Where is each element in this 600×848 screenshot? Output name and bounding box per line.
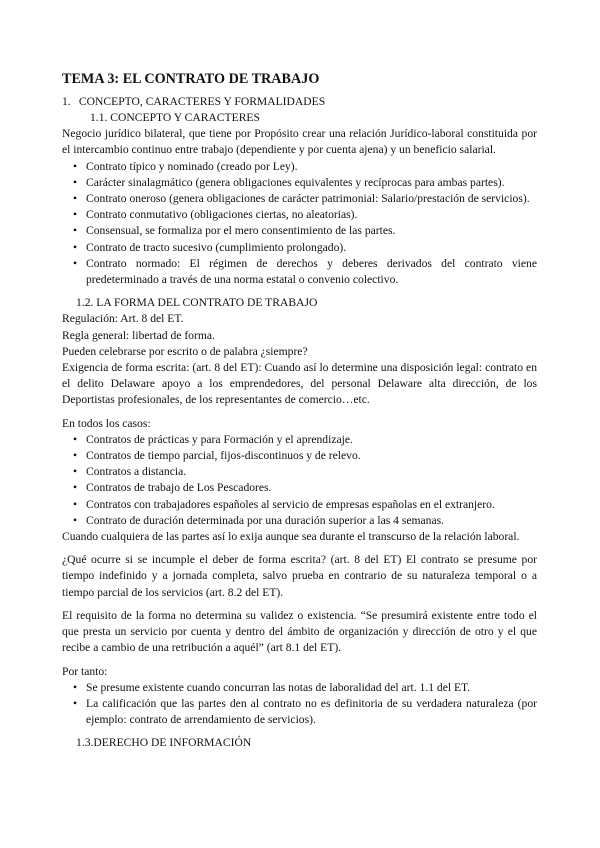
text-line: Por tanto: xyxy=(62,664,108,678)
text-line: Pueden celebrarse por escrito o de palabra ¿siempre? xyxy=(62,344,308,358)
text-line: Regulación: Art. 8 del ET. xyxy=(62,312,184,326)
list-item: • Contrato normado: El régimen de derechos y deberes derivados del contrato viene predeterminado a través de una norma estatal o convenio colectivo. xyxy=(62,256,537,288)
subsection-1-3-heading: 1.3.DERECHO DE INFORMACIÓN xyxy=(76,736,252,750)
concept-intro: Negocio jurídico bilateral, que tiene por Propósito crear una relación Jurídico-laboral constituida por el intercambio continuo entre trabajo (dependiente y por cuenta ajena) y un beneficio salarial. xyxy=(62,127,537,157)
list-item: • Consensual, se formaliza por el mero consentimiento de las partes. xyxy=(62,223,537,239)
page-title: TEMA 3: EL CONTRATO DE TRABAJO xyxy=(62,71,320,87)
section-1-heading: CONCEPTO, CARACTERES Y FORMALIDADES xyxy=(78,95,326,108)
list-item: • Contrato de duración determinada por una duración superior a las 4 semanas. xyxy=(62,513,537,529)
text-line: Cuando cualquiera de las partes así lo exija aunque sea durante el transcurso de la relación laboral. xyxy=(62,530,520,544)
incumple-paragraph: ¿Qué ocurre si se incumple el deber de forma escrita? (art. 8 del ET) El contrato se presume por tiempo indefinido y a jornada completa, salvo prueba en contrario de su naturaleza temporal o a tiempo parcial de los servicios (art. 8.2 del ET). xyxy=(62,553,537,599)
list-item: • Contrato típico y nominado (creado por Ley). xyxy=(62,159,537,175)
subsection-1-1-heading: 1.1. CONCEPTO Y CARACTERES xyxy=(90,111,260,124)
requisito-paragraph: El requisito de la forma no determina su validez o existencia. “Se presumirá existente entre todo el que presta un servicio por cuenta y dentro del ámbito de organización y dirección de otro y el que recibe a cambio de una retribución a aquél” (art 8.1 del ET). xyxy=(62,608,537,655)
list-item: • Contrato conmutativo (obligaciones ciertas, no aleatorias). xyxy=(62,207,537,223)
section-1 xyxy=(62,94,537,126)
section-1-number: 1. xyxy=(62,95,71,108)
text-line: En todos los casos: xyxy=(62,416,151,430)
subsection-1-2-heading: 1.2. LA FORMA DEL CONTRATO DE TRABAJO xyxy=(76,296,318,310)
list-item: • Carácter sinalagmático (genera obligaciones equivalentes y recíprocas para ambas partes). xyxy=(62,175,537,191)
consequences-list xyxy=(62,680,537,729)
list-item: • Contrato de tracto sucesivo (cumplimiento prolongado). xyxy=(62,240,537,256)
exigencia-paragraph: Exigencia de forma escrita: (art. 8 del ET): Cuando así lo determine una disposición legal: contrato en el delito Delaware apoyo a los emprendedores, del personal Delaware alta dirección, de los Deportistas profesionales, de los representantes de comercio…etc. xyxy=(62,361,537,407)
written-contracts-list xyxy=(62,432,537,529)
list-item: • Contratos a distancia. xyxy=(62,464,537,480)
list-item: • Se presume existente cuando concurran las notas de laboralidad del art. 1.1 del ET. xyxy=(62,680,537,696)
list-item: • Contratos de tiempo parcial, fijos-discontinuos y de relevo. xyxy=(62,448,537,464)
characteristics-list xyxy=(62,159,537,289)
list-item: • Contratos de prácticas y para Formación y el aprendizaje. xyxy=(62,432,537,448)
list-item: • Contratos de trabajo de Los Pescadores. xyxy=(62,480,537,496)
document-page xyxy=(62,70,537,752)
list-item: • Contratos con trabajadores españoles al servicio de empresas españolas en el extranjero. xyxy=(62,497,537,513)
text-line: Regla general: libertad de forma. xyxy=(62,328,215,342)
list-item: • La calificación que las partes den al contrato no es definitoria de su verdadera naturaleza (por ejemplo: contrato de arrendamiento de servicios). xyxy=(62,696,537,728)
list-item: • Contrato oneroso (genera obligaciones de carácter patrimonial: Salario/prestación de servicios). xyxy=(62,191,537,207)
